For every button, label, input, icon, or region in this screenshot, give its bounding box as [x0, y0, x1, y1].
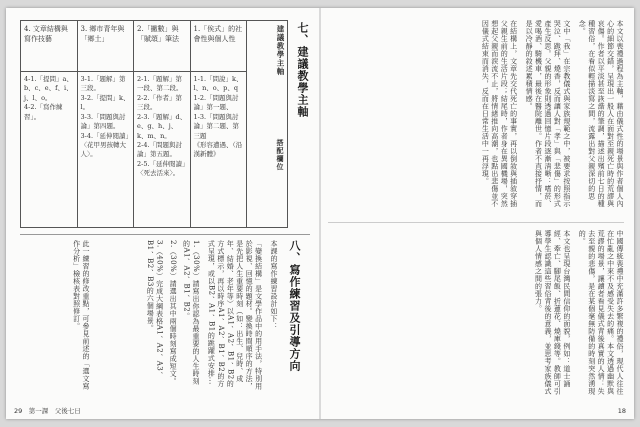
table-label-footer: 搭配欄位 [276, 139, 284, 171]
right-page-footer: 18 [617, 407, 626, 415]
table-header-row [21, 21, 288, 72]
table-label-header: 建議教學主軸 [276, 25, 285, 76]
column-content-1: 1-1.「問說」k、l、n、o、p、q 1-2.「問題與討論」第一題、 1-3.「問題與討論」第二題、第三題 《形容遭遇、（沿漢新體》 [190, 72, 247, 228]
section-eight-body [102, 240, 278, 390]
paragraph: 2.（30%）請選出其中兩個時刻寫成短文。 [169, 240, 178, 385]
section-divider [20, 234, 310, 235]
paragraph: 中國傳統喪禮中充滿許多繁複的禮俗，現代人往往在忙亂之中來不及感受失去的痛。本文透過幽默與荒謬的場景，讓讀者看見儀式背後真實的人情：失去至親的悲傷，是在某個毫無防備的時刻突然湧現的。 [578, 230, 624, 395]
column-content-4: 4-1.「提問」a、b、c、e、f、i、j、l、o。 4-2.「寫作練習」。 [21, 72, 78, 228]
section-eight-heading: 八、寫作練習及引導方向 [288, 240, 301, 372]
right-page-lower-text [328, 230, 624, 396]
paragraph: 此一練習的修改重點，可參見前述的「選文寫作分析」檢核表對照修訂。 [72, 240, 90, 390]
column-content-2: 2-1.「題解」第一段、第二段。 2-2.「作者」第三段。 2-3.「題解」d、e、g、h、j、k、m、n。 2-4.「問題與討論」第五題。 2-5.「延伸閱讀」〈死去活來〉。 [134, 72, 191, 228]
paragraph: 文中「我」在宗教儀式與家族規範之中，被要求按照指示哭泣、跪拜、燒香，反而讓人對「孝」與「悲傷」的形式產生反思。父親的形象則透過回憶片段逐漸清晰：嗜菸、愛喝酒、騎機車，最後在醫院離世。作者不直接抒情，而是以冷靜的敘述累積情感。 [525, 20, 571, 208]
column-header-2: 2.「撇數」與「賦頌」筆法 [134, 21, 191, 72]
paragraph: 3.（40%）完成大綱表格A1、A2、A3、B1、B2、B3的六個場景。 [146, 240, 164, 379]
book-gutter [319, 8, 321, 419]
section-seven-heading: 七、建議教學主軸 [296, 22, 309, 118]
column-header-3: 3. 鄉市青年與「鄉土」 [77, 21, 134, 72]
paragraph: 本文以喪禮過程為主軸，藉由儀式性的場景與作者個人內心的細節交錯，呈現出一般人在面對至親死亡時的荒謬與哀傷。作者以平淡甚至詼諧的筆調，描述出殯前七日的種種習俗，在看似輕描淡寫之間，流露出對父親深切的思念。 [578, 20, 624, 208]
column-content-3: 3-1.「題解」第三段。 3-2.「提問」k、l。 3-3.「問題與討論」第四題。 3-4.「延伸閱讀」〈花甲男孩轉大人〉。 [77, 72, 134, 228]
paragraph: 1.（30%）請寫出你認為最重要的人生時刻的A1、A2、B1、B2。 [182, 240, 200, 385]
paragraph: 在結構上，文章先交代死亡的事實，再以倒敘與插敘穿插父親生前的生活片段；結尾時，作者身在異國機場，突然想起父親而淚流不止，將情緒推向高潮，也點出悲傷並不因儀式結束而消失，反而在日常生活中一再浮現。 [481, 20, 518, 208]
table-label-column [247, 21, 288, 228]
right-page-upper-text [328, 20, 624, 214]
paragraph: 本文也呈現台灣民間信仰的面貌，例如：道士誦經、牽亡、腳尾飯、折蓮花、燒庫錢等。教師可引導學生認識這些習俗背後的意義，並思考家族儀式與個人情感之間的張力。 [534, 230, 571, 395]
book-spread [6, 8, 634, 419]
section-eight-note [20, 240, 90, 390]
teaching-axis-table [20, 20, 288, 228]
column-header-1: 1.「俟式」的社會性與個人性 [190, 21, 247, 72]
column-header-4: 4. 文章結構與寫作技藝 [21, 21, 78, 72]
paragraph: 「變換結構」是文學作品中的用手法，特別用於影視、回憶的題材。變換時間順序的方法，是先把人生重要時刻（如：出生、兒時、成年、結婚、老年等）以A1、A2、B1、B2的方式標示，再以時序A1、A2、B1、B2的方式呈現，或以B2、A1、B1的跳躍式安排... [207, 240, 263, 390]
left-page-footer: 29 第一課 父後七日 [14, 407, 81, 415]
right-page-divider [328, 222, 624, 223]
paragraph: 本課的寫作練習設計如下： [270, 240, 278, 330]
